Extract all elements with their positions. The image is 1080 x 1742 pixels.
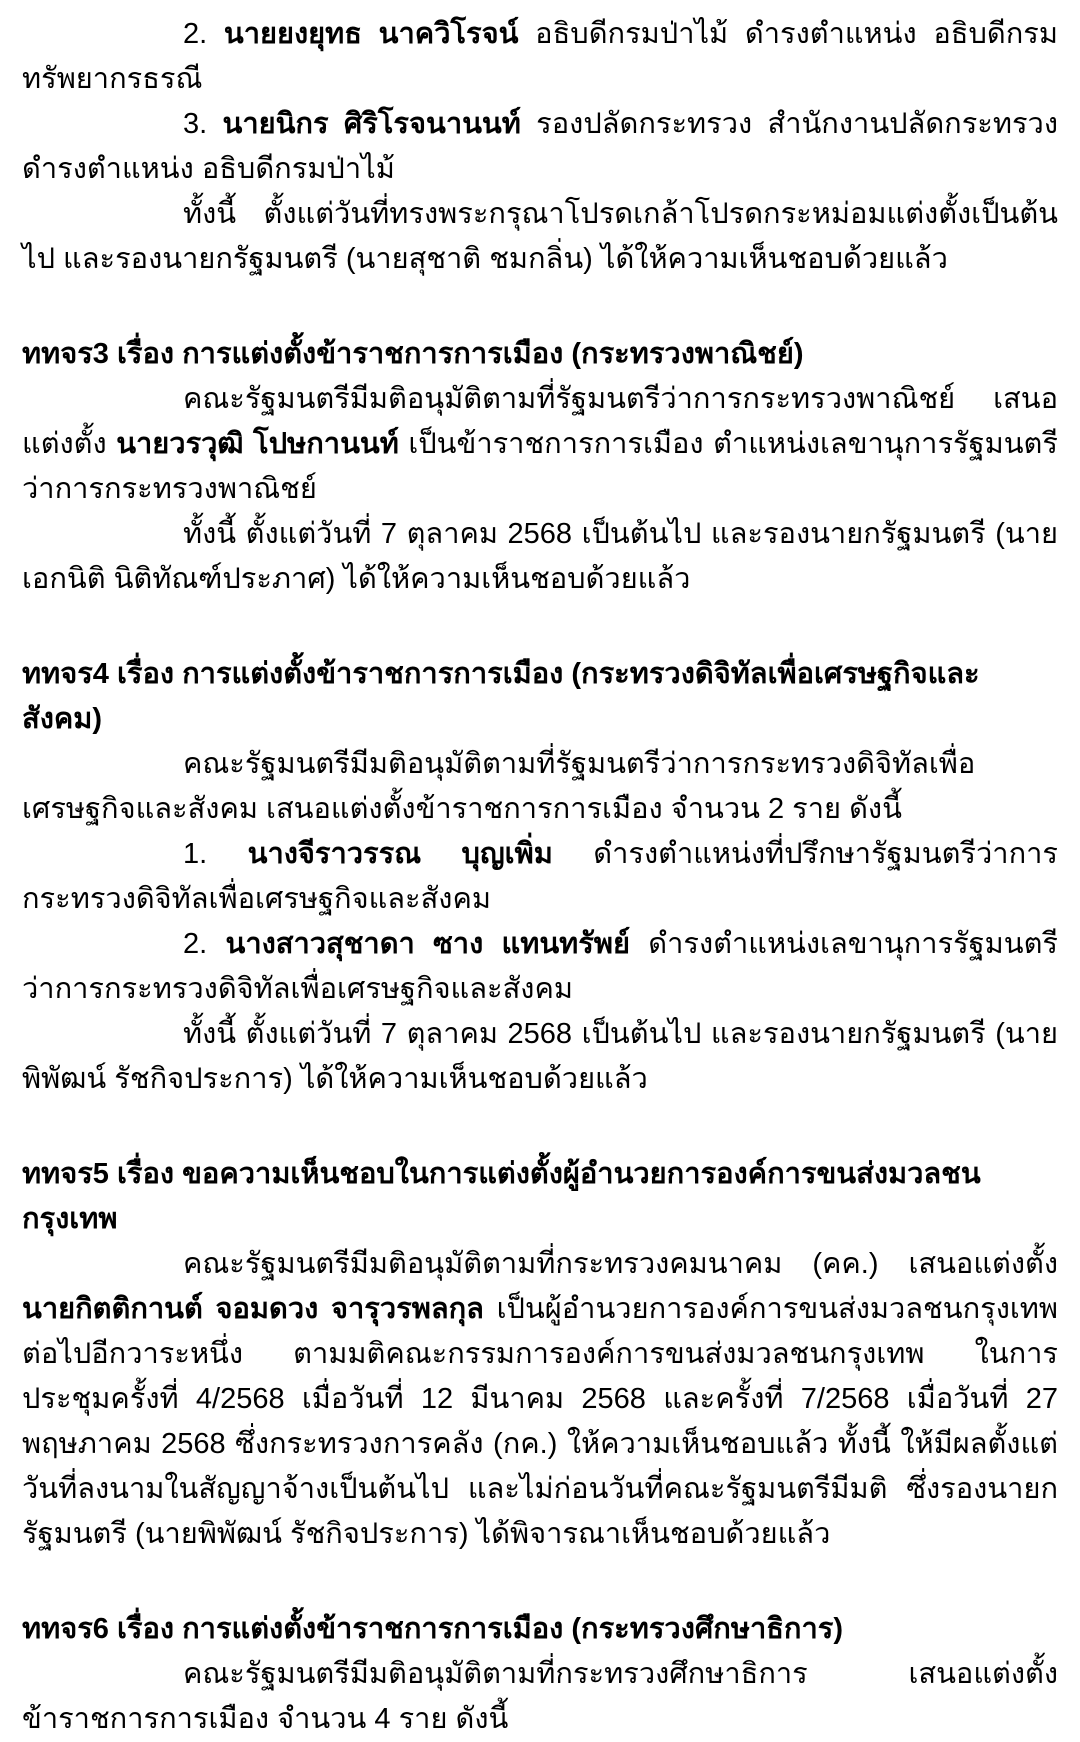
appointee-item-3-deputy-permanent-secretary: [22, 102, 1058, 192]
text-run: ทั้งนี้ ตั้งแต่วันที่ 7 ตุลาคม 2568 เป็นต้นไป และรองนายกรัฐมนตรี (นายพิพัฒน์ รัชกิจประการ) ได้ให้ความเห็นชอบด้วยแล้ว: [22, 1018, 1058, 1095]
text-run: คณะรัฐมนตรีมีมติอนุมัติตามที่กระทรวงศึกษาธิการ เสนอแต่งตั้งข้าราชการการเมือง จำนวน 4 ราย ดังนี้: [22, 1658, 1058, 1735]
text-run: คณะรัฐมนตรีมีมติอนุมัติตามที่รัฐมนตรีว่าการกระทรวงดิจิทัลเพื่อเศรษฐกิจและสังคม เสนอแต่งตั้งข้าราชการการเมือง จำนวน 2 ราย ดังนี้: [22, 748, 976, 825]
royal-appointment-effective-note: [22, 192, 1058, 282]
section-heading-ttjr5-bmta-director: [22, 1152, 1058, 1242]
ttjr4-appointee-item-2: [22, 922, 1058, 1012]
ttjr3-effective-note: [22, 512, 1058, 602]
text-run: คณะรัฐมนตรีมีมติอนุมัติตามที่รัฐมนตรีว่าการกระทรวงพาณิชย์ เสนอแต่งตั้ง: [22, 383, 1058, 460]
section-heading-ttjr6-education: [22, 1607, 1058, 1652]
ttjr3-resolution-paragraph: [22, 377, 1058, 512]
text-run: 2.: [183, 18, 224, 50]
ttjr4-resolution-paragraph: [22, 742, 1058, 832]
text-run: ทั้งนี้ ตั้งแต่วันที่ 7 ตุลาคม 2568 เป็นต้นไป และรองนายกรัฐมนตรี (นายเอกนิติ นิติทัณฑ์ประภาศ) ได้ให้ความเห็นชอบด้วยแล้ว: [22, 518, 1058, 595]
text-run: ทั้งนี้ ตั้งแต่วันที่ทรงพระกรุณาโปรดเกล้าโปรดกระหม่อมแต่งตั้งเป็นต้นไป และรองนายกรัฐมนตรี (นายสุชาติ ชมกลิ่น) ได้ให้ความเห็นชอบด้วยแล้ว: [22, 198, 1058, 275]
bold-text-run: นายยงยุทธ นาควิโรจน์: [223, 18, 519, 50]
section-heading-ttjr3-commerce: [22, 332, 1058, 377]
text-run: เป็นข้าราชการการเมือง ตำแหน่งเลขานุการรัฐมนตรีว่าการกระทรวงพาณิชย์: [22, 428, 1058, 505]
section-heading-ttjr4-digital-economy: [22, 652, 1058, 742]
text-run: 3.: [183, 108, 223, 140]
text-run: 1.: [183, 838, 248, 870]
bold-text-run: นายนิกร ศิริโรจนานนท์: [222, 108, 521, 140]
text-run: อธิบดีกรมป่าไม้ ดำรงตำแหน่ง อธิบดีกรมทรัพยากรธรณี: [22, 18, 1058, 95]
bold-text-run: ททจร5 เรื่อง ขอความเห็นชอบในการแต่งตั้งผู้อำนวยการองค์การขนส่งมวลชนกรุงเทพ: [22, 1158, 981, 1235]
bold-text-run: นายกิตติกานต์ จอมดวง จารุวรพลกุล: [22, 1293, 484, 1325]
text-run: รองปลัดกระทรวง สำนักงานปลัดกระทรวง ดำรงตำแหน่ง อธิบดีกรมป่าไม้: [22, 108, 1058, 185]
ttjr4-appointee-item-1: [22, 832, 1058, 922]
bold-text-run: นางสาวสุชาดา ซาง แทนทรัพย์: [225, 928, 630, 960]
bold-text-run: ททจร6 เรื่อง การแต่งตั้งข้าราชการการเมือง (กระทรวงศึกษาธิการ): [22, 1613, 844, 1645]
ttjr6-resolution-paragraph: [22, 1652, 1058, 1742]
bold-text-run: นางจีราวรรณ บุญเพิ่ม: [247, 838, 553, 870]
text-run: ดำรงตำแหน่งเลขานุการรัฐมนตรีว่าการกระทรวงดิจิทัลเพื่อเศรษฐกิจและสังคม: [22, 928, 1059, 1005]
text-run: คณะรัฐมนตรีมีมติอนุมัติตามที่กระทรวงคมนาคม (คค.) เสนอแต่งตั้ง: [183, 1248, 1058, 1280]
text-run: 2.: [183, 928, 226, 960]
text-run: เป็นผู้อำนวยการองค์การขนส่งมวลชนกรุงเทพต่อไปอีกวาระหนึ่ง ตามมติคณะกรรมการองค์การขนส่งมวลชนกรุงเทพ ในการประชุมครั้งที่ 4/2568 เมื่อวันที่ 12 มีนาคม 2568 และครั้งที่ 7/2568 เมื่อวันที่ 27 พฤษภาคม 2568 ซึ่งกระทรวงการคลัง (กค.) ให้ความเห็นชอบแล้ว ทั้งนี้ ให้มีผลตั้งแต่วันที่ลงนามในสัญญาจ้างเป็นต้นไป และไม่ก่อนวันที่คณะรัฐมนตรีมีมติ ซึ่งรองนายกรัฐมนตรี (นายพิพัฒน์ รัชกิจประการ) ได้พิจารณาเห็นชอบด้วยแล้ว: [22, 1293, 1059, 1550]
bold-text-run: ททจร3 เรื่อง การแต่งตั้งข้าราชการการเมือง (กระทรวงพาณิชย์): [22, 338, 804, 370]
appointee-item-2-forestry: [22, 12, 1058, 102]
bold-text-run: ททจร4 เรื่อง การแต่งตั้งข้าราชการการเมือง (กระทรวงดิจิทัลเพื่อเศรษฐกิจและสังคม): [22, 658, 980, 735]
ttjr5-resolution-paragraph: [22, 1242, 1058, 1557]
bold-text-run: นายวรวุฒิ โปษกานนท์: [116, 428, 399, 460]
ttjr4-effective-note: [22, 1012, 1058, 1102]
text-run: ดำรงตำแหน่งที่ปรึกษารัฐมนตรีว่าการกระทรวงดิจิทัลเพื่อเศรษฐกิจและสังคม: [22, 838, 1058, 915]
